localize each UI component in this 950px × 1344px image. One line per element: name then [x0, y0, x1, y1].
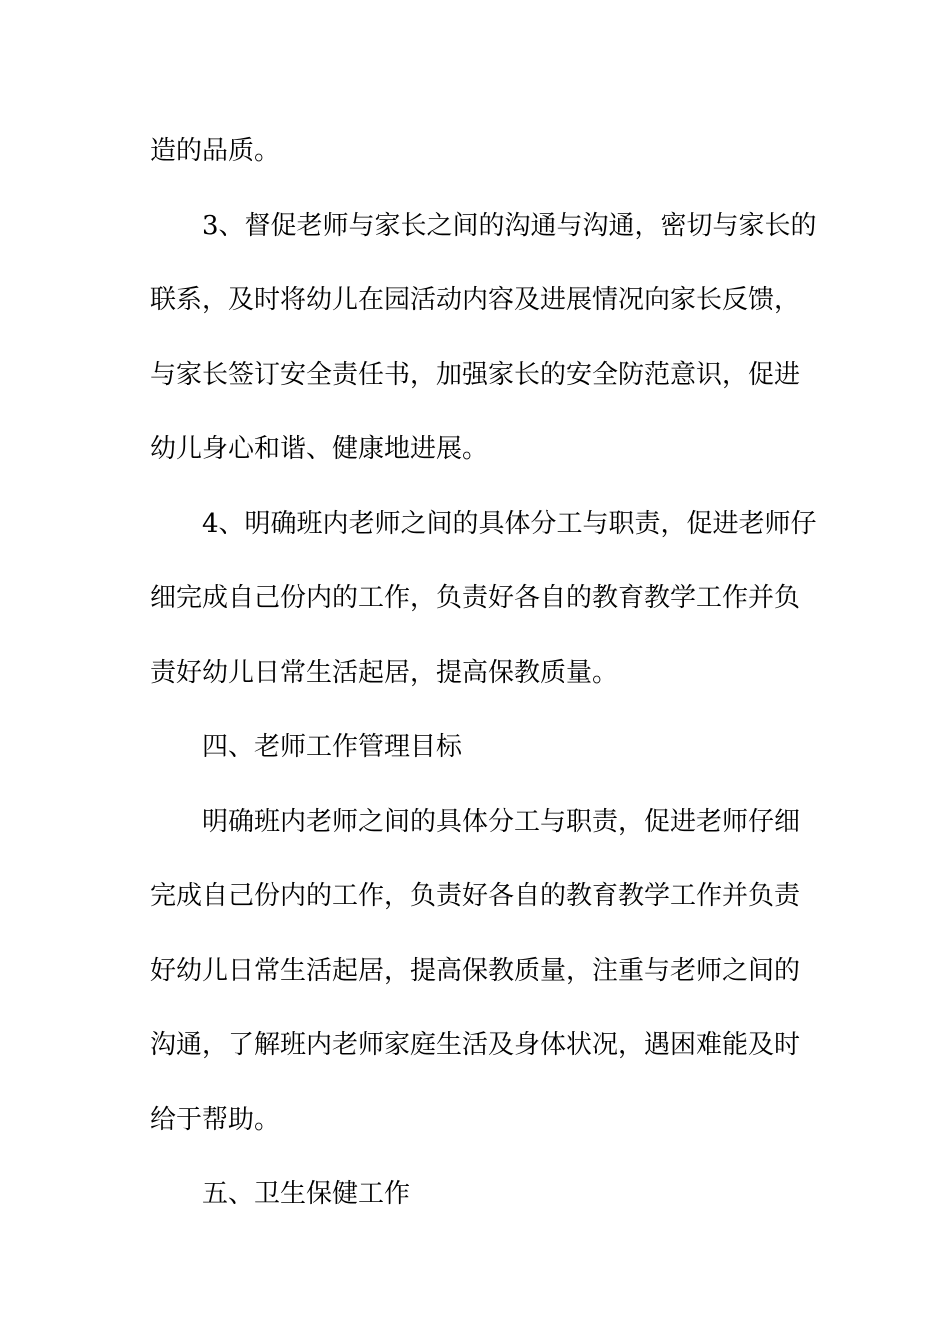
- paragraph-start-line: 3、督促老师与家长之间的沟通与沟通，密切与家长的: [202, 211, 817, 241]
- text-line: 好幼儿日常生活起居，提高保教质量，注重与老师之间的: [150, 956, 801, 986]
- paragraph-start-line: 明确班内老师之间的具体分工与职责，促进老师仔细: [202, 807, 801, 837]
- section-heading: 四、老师工作管理目标: [202, 732, 463, 762]
- text-line: 细完成自己份内的工作，负责好各自的教育教学工作并负: [150, 583, 801, 613]
- text-line: 造的品质。: [150, 136, 281, 166]
- text-line: 幼儿身心和谐、健康地进展。: [150, 434, 489, 464]
- text-line: 沟通，了解班内老师家庭生活及身体状况，遇困难能及时: [150, 1030, 801, 1060]
- text-line: 联系，及时将幼儿在园活动内容及进展情况向家长反馈，: [150, 285, 801, 315]
- text-line: 责好幼儿日常生活起居，提高保教质量。: [150, 658, 619, 688]
- text-line: 给于帮助。: [150, 1105, 281, 1135]
- text-line: 与家长签订安全责任书，加强家长的安全防范意识，促进: [150, 360, 801, 390]
- paragraph-start-line: 4、明确班内老师之间的具体分工与职责，促进老师仔: [202, 509, 817, 539]
- section-heading: 五、卫生保健工作: [202, 1179, 411, 1209]
- text-line: 完成自己份内的工作，负责好各自的教育教学工作并负责: [150, 881, 801, 911]
